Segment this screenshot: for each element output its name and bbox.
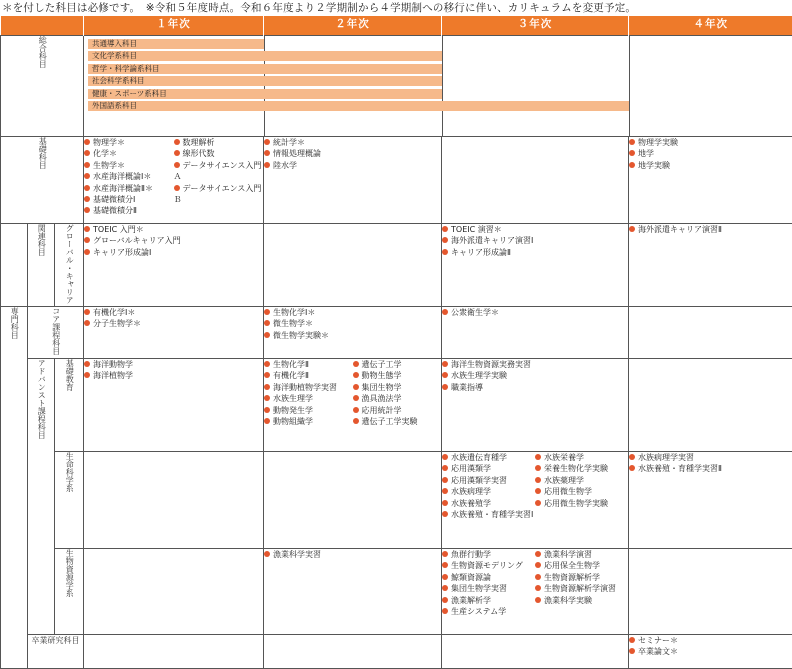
header-year-2: ２年次 [264, 16, 442, 36]
course-item: 陸水学 [264, 160, 441, 171]
course-item: 情報処理概論 [264, 148, 441, 159]
advanced-bioresource-row [1, 549, 792, 635]
bullet-icon [264, 150, 270, 156]
course-item: キャリア形成論Ⅰ [84, 247, 263, 258]
bullet-icon [535, 597, 541, 603]
bullet-icon [442, 608, 448, 614]
course-item: 応用統計学 [353, 405, 442, 416]
course-item: 職業指導 [442, 382, 628, 393]
bullet-icon [84, 361, 90, 367]
course-item: 基礎微積分Ⅰ [84, 194, 174, 205]
header-year-1: １年次 [84, 16, 264, 36]
course-item: 漁具漁法学 [353, 393, 442, 404]
course-item: 数理解析 [174, 137, 264, 148]
bullet-icon [442, 500, 448, 506]
course-item: TOEIC 入門＊ [84, 224, 263, 235]
requirement-note: ＊を付した科目は必修です。 ※令和５年度時点。令和６年度より２学期制から４学期制への移行に伴い、カリキュラムを変更予定。 [2, 0, 636, 15]
header-year-3: ３年次 [442, 16, 629, 36]
bullet-icon [84, 372, 90, 378]
course-item: 水族病理学 [442, 486, 535, 497]
advanced-label: アドバンスト課程科目 [37, 359, 45, 439]
bullet-icon [535, 477, 541, 483]
course-item: 遺伝子工学 [353, 359, 442, 370]
bullet-icon [442, 226, 448, 232]
course-item: 化学＊ [84, 148, 174, 159]
bullet-icon [442, 454, 448, 460]
bullet-icon [264, 139, 270, 145]
bullet-icon [84, 185, 90, 191]
course-item: セミナー＊ [629, 635, 792, 646]
course-item: 水族遺伝育種学 [442, 452, 535, 463]
course-item: 微生物学実験＊ [264, 330, 441, 341]
course-item: 栄養生物化学実験 [535, 463, 628, 474]
general-bar: 外国語系科目 [84, 101, 792, 111]
core-row [1, 307, 792, 359]
bullet-icon [442, 574, 448, 580]
bullet-icon [84, 226, 90, 232]
bullet-icon [442, 511, 448, 517]
bullet-icon [264, 361, 270, 367]
bullet-icon [84, 207, 90, 213]
basic-ed-label: 基礎教育 [65, 359, 73, 391]
bullet-icon [535, 454, 541, 460]
bullet-icon [84, 162, 90, 168]
bullet-icon [174, 150, 180, 156]
course-item: 生物資源解析学演習 [535, 583, 628, 594]
bullet-icon [629, 139, 635, 145]
course-item: データサイエンス入門Ａ [174, 160, 264, 183]
course-item: 基礎微積分Ⅱ [84, 205, 174, 216]
bullet-icon [442, 551, 448, 557]
course-item: 水族生理学実験 [442, 370, 628, 381]
bullet-icon [84, 150, 90, 156]
bullet-icon [629, 150, 635, 156]
bullet-icon [174, 185, 180, 191]
course-item: 海洋植物学 [84, 370, 263, 381]
bullet-icon [535, 488, 541, 494]
bullet-icon [84, 196, 90, 202]
course-item: 海洋動物学 [84, 359, 263, 370]
bullet-icon [629, 465, 635, 471]
bullet-icon [442, 488, 448, 494]
bullet-icon [442, 237, 448, 243]
bullet-icon [535, 574, 541, 580]
bullet-icon [264, 551, 270, 557]
bullet-icon [84, 309, 90, 315]
course-item: 漁業科学実験 [535, 595, 628, 606]
course-item: 生物化学Ⅱ [264, 359, 353, 370]
course-item: グローバルキャリア入門 [84, 235, 263, 246]
course-item: 物理学＊ [84, 137, 174, 148]
thesis-row [1, 635, 792, 669]
curriculum-table [0, 16, 792, 669]
course-item: 応用保全生物学 [535, 560, 628, 571]
course-item: 生物学＊ [84, 160, 174, 171]
course-item: 応用漢類学 [442, 463, 535, 474]
bullet-icon [84, 173, 90, 179]
course-item: 水族薬理学 [535, 475, 628, 486]
bullet-icon [84, 320, 90, 326]
course-item: 遺伝子工学実験 [353, 416, 442, 427]
course-item: 生物資源モデリング [442, 560, 535, 571]
basic-label: 基礎科目 [38, 137, 46, 169]
general-bars [84, 36, 792, 137]
bullet-icon [442, 384, 448, 390]
global-label-related: 関連科目 [37, 224, 45, 256]
course-item: 水族養殖学 [442, 498, 535, 509]
course-item: 生物資源解析学 [535, 572, 628, 583]
course-item: 水族生理学 [264, 393, 353, 404]
general-bar: 文化学系科目 [84, 51, 792, 61]
course-item: 魚群行動学 [442, 549, 535, 560]
course-item: 統計学＊ [264, 137, 441, 148]
bullet-icon [353, 372, 359, 378]
life-label: 生命科学系 [65, 452, 73, 492]
year-header-row [1, 16, 792, 36]
header-year-4: ４年次 [629, 16, 792, 36]
bullet-icon [264, 309, 270, 315]
course-item: 海洋生物資源実務実習 [442, 359, 628, 370]
course-item: 海外派遣キャリア演習Ⅰ [442, 235, 628, 246]
course-item: 有機化学Ⅰ＊ [84, 307, 263, 318]
bullet-icon [84, 139, 90, 145]
bullet-icon [629, 226, 635, 232]
general-bar: 健康・スポーツ系科目 [84, 89, 792, 99]
bullet-icon [629, 454, 635, 460]
course-item: 応用微生物学 [535, 486, 628, 497]
course-item: 水族病理学実習 [629, 452, 792, 463]
course-item: 動物組織学 [264, 416, 353, 427]
course-item: 地学実験 [629, 160, 792, 171]
course-item: 集団生物学実習 [442, 583, 535, 594]
bullet-icon [442, 372, 448, 378]
bullet-icon [629, 637, 635, 643]
bullet-icon [535, 585, 541, 591]
general-bar: 共通導入科目 [84, 39, 792, 49]
course-item: 漁業科学実習 [264, 549, 441, 560]
general-row [1, 36, 792, 137]
advanced-basic-row [1, 359, 792, 452]
specialized-label: 専門科目 [10, 307, 18, 339]
bullet-icon [442, 585, 448, 591]
bullet-icon [442, 361, 448, 367]
bullet-icon [629, 648, 635, 654]
course-item: 水産海洋概論Ⅰ＊ [84, 171, 174, 182]
bullet-icon [84, 237, 90, 243]
bullet-icon [353, 407, 359, 413]
course-item: 地学 [629, 148, 792, 159]
course-item: 動物生態学 [353, 370, 442, 381]
bullet-icon [174, 139, 180, 145]
bullet-icon [264, 384, 270, 390]
bullet-icon [629, 162, 635, 168]
basic-row [1, 137, 792, 224]
course-item: 分子生物学＊ [84, 318, 263, 329]
core-label: コア課程科目 [51, 307, 59, 355]
general-bar: 社会科学系科目 [84, 76, 792, 86]
global-label-career: グローバル・キャリア [65, 224, 73, 304]
course-item: 卒業論文＊ [629, 646, 792, 657]
course-item: 微生物学＊ [264, 318, 441, 329]
bullet-icon [535, 551, 541, 557]
course-item: 動物発生学 [264, 405, 353, 416]
course-item: データサイエンス入門Ｂ [174, 183, 264, 206]
course-item: 公衆衛生学＊ [442, 307, 628, 318]
bullet-icon [353, 361, 359, 367]
course-item: 海外派遣キャリア演習Ⅱ [629, 224, 792, 235]
course-item: 漁業解析学 [442, 595, 535, 606]
course-item: 生物化学Ⅰ＊ [264, 307, 441, 318]
course-item: キャリア形成論Ⅱ [442, 247, 628, 258]
bullet-icon [353, 395, 359, 401]
bullet-icon [264, 418, 270, 424]
course-item: 線形代数 [174, 148, 264, 159]
bullet-icon [535, 465, 541, 471]
bullet-icon [353, 418, 359, 424]
bullet-icon [442, 249, 448, 255]
course-item: 集団生物学 [353, 382, 442, 393]
course-item: 水族養殖・育種学実習Ⅰ [442, 509, 535, 520]
course-item: 物理学実験 [629, 137, 792, 148]
general-bar: 哲学・科学論系科目 [84, 64, 792, 74]
bullet-icon [442, 597, 448, 603]
bullet-icon [535, 562, 541, 568]
course-item: 鯨類資源論 [442, 572, 535, 583]
bullet-icon [264, 320, 270, 326]
bioresource-label: 生物資源学系 [65, 549, 73, 597]
bullet-icon [264, 395, 270, 401]
course-item: 応用漢類学実習 [442, 475, 535, 486]
bullet-icon [442, 562, 448, 568]
bullet-icon [264, 372, 270, 378]
thesis-label: 卒業研究科目 [32, 636, 80, 645]
course-item: 水族栄養学 [535, 452, 628, 463]
course-item: 水族養殖・育種学実習Ⅱ [629, 463, 792, 474]
bullet-icon [264, 407, 270, 413]
bullet-icon [264, 332, 270, 338]
bullet-icon [442, 477, 448, 483]
course-item: 水産海洋概論Ⅱ＊ [84, 183, 174, 194]
course-item: 漁業科学演習 [535, 549, 628, 560]
course-item: 応用微生物学実験 [535, 498, 628, 509]
bullet-icon [442, 309, 448, 315]
course-item: TOEIC 演習＊ [442, 224, 628, 235]
advanced-life-row [1, 452, 792, 549]
course-item: 有機化学Ⅱ [264, 370, 353, 381]
course-item: 生産システム学 [442, 606, 535, 617]
bullet-icon [442, 465, 448, 471]
bullet-icon [84, 249, 90, 255]
bullet-icon [535, 500, 541, 506]
global-row [1, 224, 792, 307]
bullet-icon [264, 162, 270, 168]
bullet-icon [174, 162, 180, 168]
course-item: 海洋動植物学実習 [264, 382, 353, 393]
bullet-icon [353, 384, 359, 390]
general-label: 総合科目 [38, 36, 46, 68]
